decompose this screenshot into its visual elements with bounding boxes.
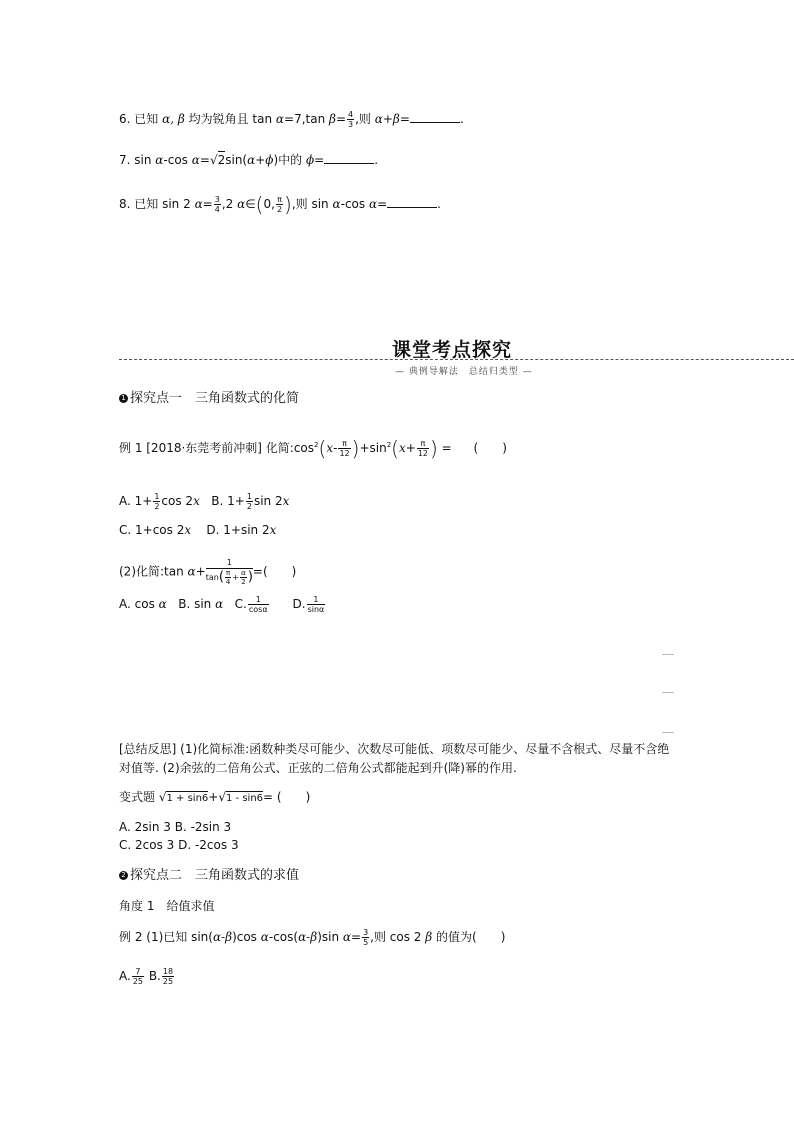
frac-num: π <box>277 195 282 204</box>
problem-6-eq1: =7,tan <box>284 112 326 126</box>
example-1-part-2 <box>119 558 296 586</box>
angle-1-heading: 角度 1 给值求值 <box>119 899 215 913</box>
problem-7-mid: -cos <box>163 153 188 167</box>
var-x: x <box>269 523 277 537</box>
left-paren: ( <box>318 436 327 461</box>
frac-den: 12 <box>417 449 428 458</box>
var-x: x <box>184 523 192 537</box>
var-x: x <box>326 441 334 455</box>
example-2-options <box>119 967 175 986</box>
frac-den: 2 <box>154 502 160 511</box>
right-paren: ) <box>430 436 438 461</box>
fraction-18-25 <box>162 967 174 986</box>
point-2-heading <box>119 868 299 884</box>
option-a[interactable] <box>119 597 167 611</box>
alpha: α <box>342 930 351 944</box>
margin-tick <box>662 654 674 655</box>
frac-den: 12 <box>339 449 350 458</box>
example-1-head: 例 1 [2018·东莞考前冲刺] 化简:cos <box>119 441 315 455</box>
option-d[interactable] <box>292 595 327 614</box>
frac-den: cosα <box>248 605 268 614</box>
example-2-mid2: -cos( <box>268 930 299 944</box>
example-1-options-cd <box>119 522 276 538</box>
answer-paren[interactable]: 的值为( ) <box>436 930 506 944</box>
example-1-part-2-options <box>119 595 326 614</box>
var-x: x <box>193 494 200 508</box>
option-b-post: sin 2 <box>253 494 283 508</box>
problem-8-c2: ,2 <box>221 197 234 211</box>
option-b[interactable] <box>148 967 175 986</box>
option-d-text: D. 1+sin 2 <box>206 523 270 537</box>
variant-head: 变式题 <box>119 790 156 804</box>
alpha: α <box>368 197 378 211</box>
option-b-text: B. <box>148 969 161 983</box>
frac-num: π <box>226 569 231 577</box>
frac-num: 4 <box>348 110 354 119</box>
frac-num: 1 <box>206 558 253 569</box>
interval-start: 0, <box>263 197 275 211</box>
problem-8-then: ,则 sin <box>291 197 329 211</box>
option-c-text: C. 1+cos 2 <box>119 523 185 537</box>
beta: β <box>425 930 433 944</box>
option-c[interactable] <box>119 523 191 537</box>
var-x: x <box>398 441 406 455</box>
problem-6-eq2: = <box>335 112 347 126</box>
frac-den: 3 <box>348 120 354 129</box>
alpha: α <box>237 197 246 211</box>
frac-den: 4 <box>225 578 231 586</box>
fraction-4-3 <box>347 110 354 129</box>
option-c-text: C. <box>234 597 247 611</box>
sqrt-2: 2 <box>217 153 226 167</box>
example-2-then: ,则 cos 2 <box>370 930 422 944</box>
sqrt-expr-2: 1 - sin6 <box>226 793 264 804</box>
point-1-bullet-icon: 1 <box>119 394 128 403</box>
left-paren: ( <box>255 192 264 217</box>
frac-den: 2 <box>241 578 246 586</box>
variant-options-ab[interactable]: A. 2sin 3 B. -2sin 3 <box>119 820 232 834</box>
margin-tick <box>662 692 674 693</box>
problem-6-eq3: = <box>399 112 410 126</box>
alpha-plus-beta: α+β <box>374 112 400 126</box>
frac-den: 2 <box>246 502 252 511</box>
summary-reflection: [总结反思] (1)化简标准:函数种类尽可能少、次数尽可能低、项数尽可能少、尽量不含根式、尽量不含绝对值等. (2)余弦的二倍角公式、正弦的二倍角公式都能起到升(降)幂的作用. <box>119 742 670 775</box>
fraction-1-cos <box>248 595 269 614</box>
equals: = <box>263 790 274 804</box>
right-paren: ) <box>351 436 360 461</box>
alpha: α <box>260 930 269 944</box>
plus: + <box>208 790 219 804</box>
section-divider <box>119 359 794 360</box>
point-1-heading <box>119 391 299 407</box>
plus-sin: +sin <box>359 441 387 455</box>
frac-num: 3 <box>214 195 220 204</box>
frac-num: 7 <box>132 967 144 977</box>
element-of: ∈ <box>245 197 256 211</box>
part-2-head: (2)化简:tan <box>119 564 184 579</box>
section-title: 课堂考点探究 <box>392 339 513 361</box>
example-1 <box>119 436 507 461</box>
answer-blank[interactable] <box>387 195 437 208</box>
problem-6-then: ,则 <box>355 112 371 126</box>
frac-num: α <box>241 569 246 577</box>
answer-paren[interactable]: ( ) <box>276 790 311 804</box>
answer-blank[interactable] <box>324 151 374 164</box>
plus: + <box>195 564 206 579</box>
fraction-1-2 <box>246 492 253 511</box>
problem-8-prefix: 8. 已知 sin 2 <box>119 197 191 211</box>
problem-8-mid: -cos <box>340 197 366 211</box>
fraction-pi-4 <box>225 569 231 586</box>
problem-6-prefix: 6. 已知 <box>119 112 159 126</box>
equals: = <box>351 930 362 944</box>
example-2-mid3: )sin <box>317 930 340 944</box>
option-a[interactable] <box>119 967 145 986</box>
point-1-label: 探究点一 三角函数式的化简 <box>130 391 300 406</box>
margin-tick <box>662 732 674 733</box>
var-x: x <box>282 494 290 508</box>
variant-options-cd[interactable]: C. 2cos 3 D. -2cos 3 <box>119 838 239 852</box>
fraction-alpha-2 <box>240 569 247 586</box>
alpha: α <box>332 197 341 211</box>
option-a-pre: A. 1+ <box>119 494 153 508</box>
option-a-text: A. <box>119 969 131 983</box>
frac-num: 1 <box>154 492 160 501</box>
problem-6-text: 均为锐角且 tan <box>188 112 273 126</box>
fraction-3-5 <box>362 928 369 947</box>
alpha-minus-beta: α-β <box>212 930 233 944</box>
frac-num: π <box>338 439 350 449</box>
option-d-text: D. <box>292 597 306 611</box>
frac-num: 18 <box>162 967 174 976</box>
frac-den: 25 <box>162 977 174 986</box>
alpha: α <box>275 112 285 126</box>
alpha-minus-beta: α-β <box>298 930 318 944</box>
problem-7-eq2: = <box>314 153 325 167</box>
example-1-options-ab <box>119 492 289 511</box>
point-2-bullet-icon: 2 <box>119 871 128 880</box>
variant-problem: 变式题 √1 + sin6+√1 - sin6= ( ) <box>119 790 311 804</box>
problem-7-prefix: 7. sin <box>119 153 152 167</box>
fraction-1-sin <box>307 595 326 614</box>
frac-den: tan( $\frac{\pi}{4}$ + $\frac{\alpha}{2}$ ) <box>205 569 253 586</box>
frac-num: 1 <box>248 595 269 605</box>
phi: ϕ <box>305 153 315 167</box>
frac-den: 5 <box>363 938 369 947</box>
beta: β <box>329 112 336 126</box>
problem-7-close: )中的 <box>273 153 303 167</box>
equals: = <box>441 441 452 455</box>
frac-den: 4 <box>214 205 220 214</box>
square-exp: 2 <box>314 441 319 449</box>
fraction-pi-12 <box>417 439 429 458</box>
alpha: α <box>191 153 200 167</box>
right-paren: ) <box>284 192 292 217</box>
frac-num: 3 <box>363 928 369 937</box>
option-b[interactable] <box>211 492 290 511</box>
alpha: α <box>155 153 164 167</box>
problem-7-sin: sin( <box>225 153 248 167</box>
answer-paren[interactable]: =( ) <box>252 564 297 579</box>
alpha: α <box>187 564 196 579</box>
option-a-text: A. cos <box>119 597 155 611</box>
option-c[interactable] <box>234 595 270 614</box>
sqrt-expr-1: 1 + sin6 <box>166 793 209 804</box>
problem-8-eq2: = <box>377 197 388 211</box>
tan-text: tan <box>205 573 219 582</box>
frac-num: 1 <box>246 492 252 501</box>
frac-den: 2 <box>276 205 283 214</box>
problem-7: 7. sin α-cos α=√2sin(α+ϕ)中的 ϕ= . <box>119 153 379 167</box>
fraction-7-25 <box>132 967 144 986</box>
frac-den: 25 <box>132 977 143 986</box>
fraction-1-2 <box>153 492 160 511</box>
example-2-mid1: )cos <box>232 930 257 944</box>
problem-7-arg: α+ϕ <box>247 153 274 167</box>
option-b-pre: B. 1+ <box>211 494 245 508</box>
option-a[interactable] <box>119 492 200 511</box>
reciprocal-tan-fraction <box>206 558 253 586</box>
plus: + <box>232 573 240 582</box>
alpha: α <box>158 597 167 611</box>
option-a-post: cos 2 <box>161 494 194 508</box>
fraction-pi-2 <box>276 195 283 214</box>
fraction-pi-12 <box>338 439 350 458</box>
answer-blank[interactable] <box>410 110 460 123</box>
problem-6: 6. 已知 α, β 均为锐角且 tan α=7,tan β= $\frac{4}{3}$ ,则 α+β= . <box>119 110 464 129</box>
option-b[interactable] <box>178 597 223 611</box>
problem-8: 8. 已知 sin 2 α= $\frac{3}{4}$ ,2 α∈(0, $\frac{\pi}{2}$ ),则 sin α-cos α= . <box>119 192 441 217</box>
section-subtitle: — 典例导解法 总结归类型 — <box>395 367 533 377</box>
alpha: α <box>215 597 224 611</box>
left-paren: ( <box>391 436 399 461</box>
minus: - <box>333 441 338 455</box>
plus: + <box>405 441 416 455</box>
option-d[interactable] <box>206 523 276 537</box>
problem-7-eq: = <box>199 153 210 167</box>
point-2-label: 探究点二 三角函数式的求值 <box>130 868 300 883</box>
frac-den: sinα <box>307 605 325 614</box>
alpha: α <box>194 197 203 211</box>
problem-6-vars: α, β <box>162 112 185 126</box>
example-2 <box>119 928 505 947</box>
example-2-head: 例 2 (1)已知 sin( <box>119 930 213 944</box>
fraction-3-4 <box>214 195 221 214</box>
frac-num: 1 <box>307 595 326 605</box>
option-b-text: B. sin <box>178 597 212 611</box>
problem-8-eq: = <box>202 197 213 211</box>
answer-paren[interactable]: ( ) <box>473 441 507 455</box>
square-exp: 2 <box>386 441 392 449</box>
frac-num: π <box>417 439 429 449</box>
